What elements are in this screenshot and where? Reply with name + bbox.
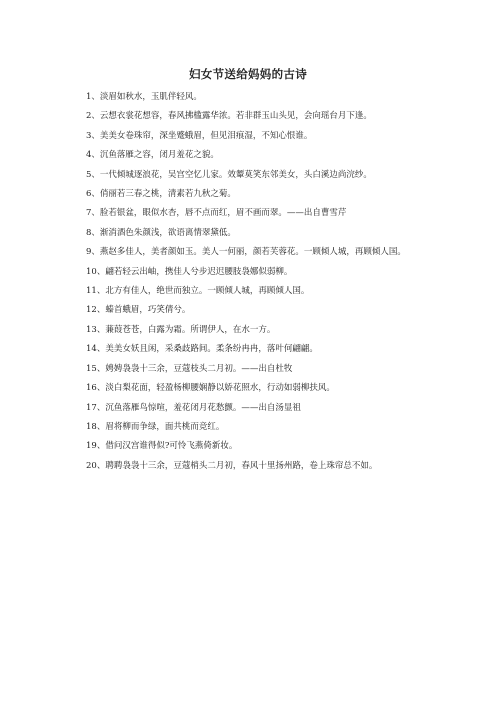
list-item: 18、眉将柳而争绿，面共桃而竞红。 (86, 421, 225, 432)
list-item: 1、淡眉如秋水，玉肌伴轻风。 (86, 92, 202, 102)
list-item: 8、渐消酒色朱颜浅，欲语离情翠黛低。 (86, 227, 236, 238)
list-item: 9、燕赵多佳人，美者颜如玉。美人一何丽，颜若芙蓉花。一顾倾人城，再顾倾人国。 (86, 247, 406, 258)
list-item: 13、蒹葭苍苍，白露为霜。所谓伊人，在水一方。 (86, 324, 276, 335)
list-item: 19、借问汉宫谁得似?可怜飞燕倚新妆。 (86, 441, 238, 452)
list-item: 3、美美女卷珠帘，深坐蹙蛾眉，但见泪痕湿，不知心恨谁。 (86, 130, 313, 141)
list-item: 7、脸若银盆，眼似水杏，唇不点而红，眉不画而翠。——出自曹雪芹 (86, 208, 347, 219)
list-item: 6、俏丽若三春之桃，清素若九秋之菊。 (86, 189, 236, 200)
list-item: 2、云想衣裳花想容，春风拂槛露华浓。若非群玉山头见，会向瑶台月下逢。 (86, 111, 372, 122)
page-title: 妇女节送给妈妈的古诗 (189, 67, 307, 81)
list-item: 11、北方有佳人，绝世而独立。一顾倾人城，再顾倾人国。 (86, 286, 310, 297)
list-item: 15、娉娉袅袅十三余，豆蔻枝头二月初。——出自杜牧 (86, 363, 293, 374)
list-item: 16、淡白梨花面，轻盈杨柳腰娴静以娇花照水，行动如弱柳扶风。 (86, 383, 335, 394)
list-item: 4、沉鱼落雁之容，闭月羞花之貌。 (86, 150, 219, 161)
list-item: 12、螓首蛾眉，巧笑倩兮。 (86, 305, 191, 316)
list-item: 17、沉鱼落雁鸟惊喧，羞花闭月花愁颤。——出自汤显祖 (86, 402, 301, 413)
list-item: 5、一代倾城逐浪花，吴宫空忆儿家。效颦莫笑东邻美女，头白溪边尚浣纱。 (86, 169, 372, 180)
list-item: 10、翩若轻云出岫，携佳人兮步迟迟腰肢袅娜似弱柳。 (86, 266, 293, 277)
list-item: 20、聘聘袅袅十三余，豆蔻梢头二月初，春风十里扬州路，卷上珠帘总不如。 (86, 460, 378, 471)
poem-list (72, 88, 424, 476)
list-item: 14、美美女妖且闲，采桑歧路间。柔条纷冉冉，落叶何翩翩。 (86, 344, 318, 355)
